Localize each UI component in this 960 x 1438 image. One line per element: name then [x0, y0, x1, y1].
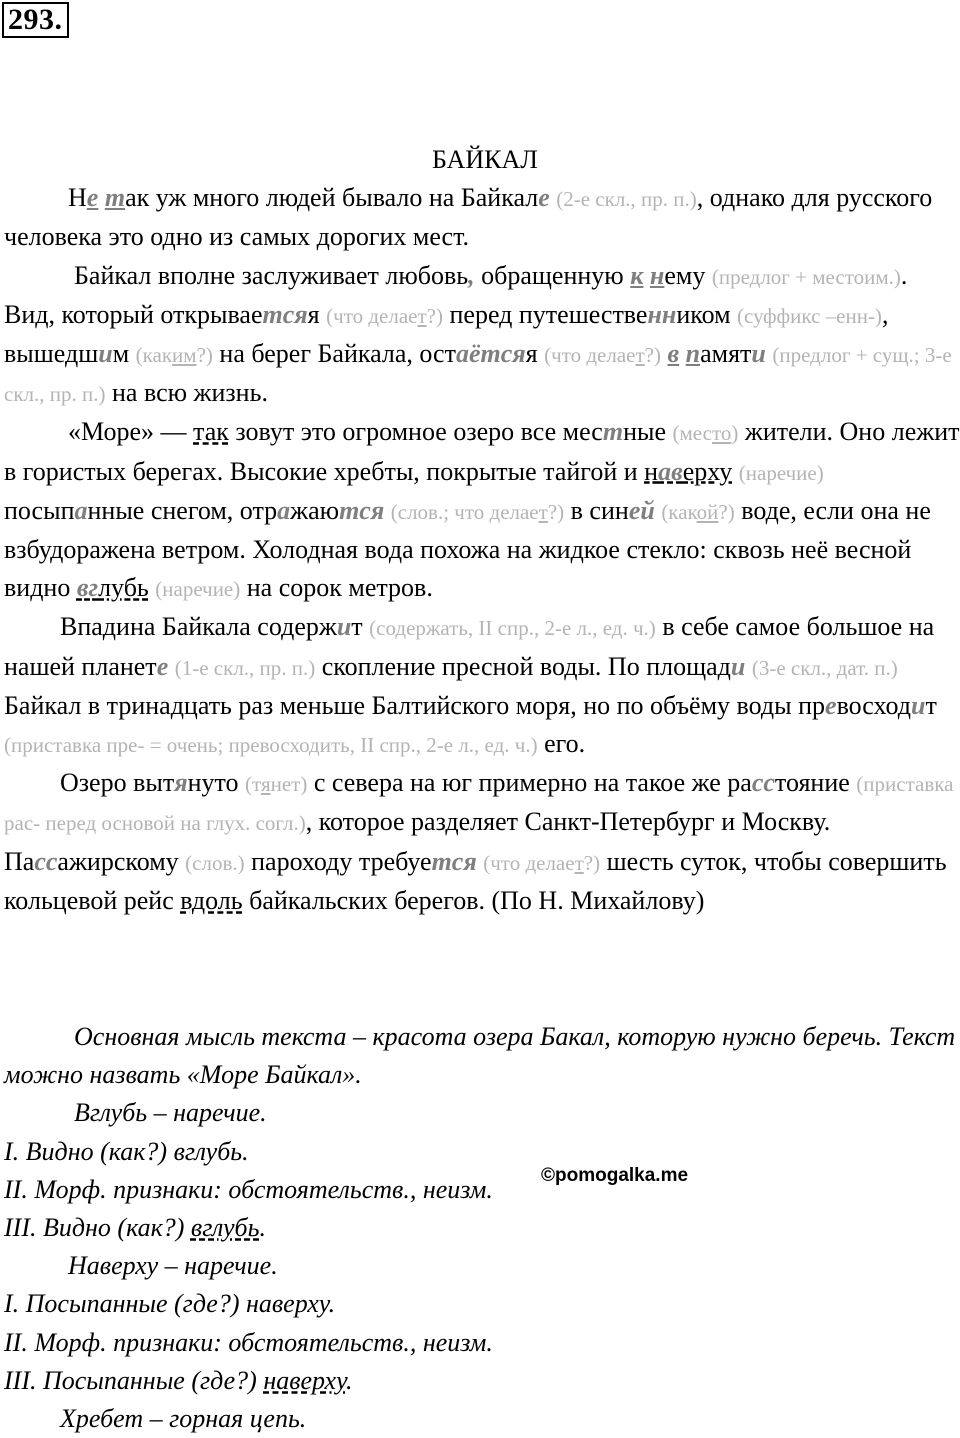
text-run: в себе самое большое на нашей планет	[4, 612, 935, 681]
highlight-letter: ,	[468, 260, 475, 290]
text-run: тояние	[774, 768, 857, 798]
text-run: на берег Байкала, ост	[212, 339, 456, 369]
text-run: III. Видно (как?)	[4, 1213, 191, 1243]
text-run: иком	[676, 299, 738, 329]
text-run: . Вид, который открывае	[4, 260, 908, 329]
exercise-text	[4, 141, 960, 920]
text-run: его.	[537, 729, 586, 759]
adverb-underlined	[77, 573, 149, 602]
text-run: ему	[664, 260, 712, 290]
grammar-note: (слов.)	[185, 850, 245, 875]
text-run: зовут это огромное озеро все мес	[228, 417, 603, 447]
analysis-line: II. Морф. признаки: обстоятельств., неизм.	[4, 1327, 493, 1357]
grammar-note	[391, 500, 564, 524]
analysis-line	[4, 1209, 960, 1247]
grammar-note: (наречие)	[738, 460, 824, 485]
highlight-letter: в	[667, 339, 680, 369]
analysis-line: Вглубь – наречие.	[74, 1098, 267, 1128]
text-run: перед путешестве	[443, 299, 648, 329]
adverb-underlined: наверху	[263, 1365, 346, 1395]
grammar-note	[544, 343, 661, 367]
text-run: т	[351, 612, 370, 642]
note-run: ?)	[196, 343, 213, 368]
highlight-letter: я	[174, 768, 188, 798]
text-run: Н	[68, 183, 87, 213]
highlight-letter: е	[156, 651, 169, 681]
grammar-note: (предлог + сущ.; 3-е скл., пр. п.)	[4, 343, 952, 407]
paragraph-4	[4, 608, 960, 764]
text-title: БАЙКАЛ	[432, 145, 538, 174]
highlight-letter: аё	[455, 339, 481, 369]
highlight-letter: н	[649, 260, 665, 290]
text-run: шесть суток, чтобы совершить кольцевой рейс	[4, 846, 947, 915]
highlight-letter: и	[336, 612, 352, 642]
paragraph-3	[4, 413, 960, 608]
highlight-letter: тся	[262, 299, 308, 329]
note-run: т	[417, 303, 427, 328]
text-run: лубь	[98, 573, 149, 603]
highlight-letter: тся	[480, 339, 526, 369]
note-run: ?)	[583, 850, 601, 875]
highlight-letter: ей	[628, 495, 655, 525]
highlight-letter: нн	[647, 299, 677, 329]
watermark: ©pomogalka.me	[541, 1165, 689, 1186]
highlight-letter: п	[685, 339, 701, 369]
text-run: Впадина Байкала содерж	[60, 612, 337, 642]
text-run: .	[345, 1365, 353, 1395]
exercise-number: 293.	[2, 2, 69, 38]
note-run: (что делае	[483, 850, 575, 875]
adverb-underlined: так	[193, 417, 229, 447]
note-run: т	[635, 343, 645, 368]
highlight-letter: а	[277, 495, 291, 525]
analysis-line	[4, 1362, 960, 1400]
note-run: ой	[696, 499, 719, 524]
note-run: т	[574, 850, 584, 875]
grammar-note: (предлог + местоим.)	[711, 264, 901, 289]
text-run: ные	[623, 417, 673, 447]
note-run: ?)	[547, 499, 565, 524]
text-run: ерху	[682, 456, 733, 486]
note-run: т	[538, 499, 548, 524]
highlight-letter: тся	[339, 495, 385, 525]
text-run: в син	[564, 495, 629, 525]
text-run: с севера на юг примерно на такое же ра	[307, 768, 752, 798]
note-run: ?)	[426, 303, 443, 328]
grammar-note	[136, 343, 213, 367]
note-run: (что делае	[326, 303, 418, 328]
text-run: я	[525, 339, 545, 369]
highlight-letter: и	[751, 339, 766, 369]
text-run: ак уж много людей бывало на Байкал	[125, 183, 539, 213]
text-run: я	[307, 299, 327, 329]
note-run: )	[731, 421, 739, 446]
highlight-letter: т	[602, 417, 624, 447]
paragraph-2	[4, 257, 960, 414]
analysis-line: I. Посыпанные (где?) наверху.	[4, 1289, 336, 1319]
highlight-letter: е	[86, 183, 99, 213]
note-run: (слов.; что делае	[390, 499, 539, 524]
highlight-letter: ав	[658, 456, 683, 486]
adverb-underlined	[644, 457, 732, 486]
paragraph-5	[4, 764, 960, 920]
text-run: на всю жизнь.	[105, 378, 268, 408]
text-run: нуто	[187, 768, 246, 798]
text-run: посып	[4, 495, 75, 525]
analysis-main-idea: Основная мысль текста – красота озера Бакал, которую нужно беречь. Текст можно назвать «Море Байкал».	[4, 1022, 956, 1090]
note-run: (что делае	[544, 343, 636, 368]
text-run: , которое разделяет Санкт-Петербург и Москву. Па	[4, 807, 831, 876]
text-run: ажирскому	[57, 846, 186, 876]
grammar-note	[661, 500, 734, 524]
text-run: скопление пресной воды. По площад	[315, 651, 731, 681]
highlight-letter: е	[825, 690, 837, 720]
grammar-note	[673, 421, 739, 445]
text-run: пароходу требуе	[244, 846, 432, 876]
note-run: я	[260, 772, 271, 797]
highlight-letter: и	[730, 651, 746, 681]
text-run: .	[259, 1213, 266, 1243]
analysis-block	[4, 1018, 960, 1438]
grammar-note	[483, 851, 600, 875]
paragraph-1	[4, 179, 960, 256]
highlight-letter: к	[630, 260, 644, 290]
analysis-line: I. Видно (как?) вглубь.	[4, 1136, 249, 1166]
text-run: т	[925, 690, 937, 720]
note-run: им	[172, 343, 197, 368]
adverb-underlined: вдоль	[180, 885, 243, 915]
note-run: (мес	[672, 421, 712, 446]
grammar-note	[245, 772, 307, 796]
text-run: «Море» —	[68, 417, 194, 447]
text-run: Байкал в тринадцать раз меньше Балтийского моря, но по объёму воды пр	[4, 690, 826, 720]
highlight-letter: сс	[34, 846, 58, 876]
grammar-note: (3-е скл., дат. п.)	[751, 655, 898, 680]
grammar-note: (2-е скл., пр. п.)	[556, 187, 697, 212]
text-run: Байкал вполне заслуживает любовь	[74, 260, 469, 290]
text-run: жители. Оно лежит в гористых берегах. Высокие хребты, покрытые тайгой и	[4, 417, 960, 486]
grammar-note: (суффикс –енн-)	[737, 303, 882, 328]
highlight-letter: т	[104, 183, 126, 213]
text-run: восход	[836, 690, 911, 720]
analysis-line: II. Морф. признаки: обстоятельств., неизм.	[4, 1174, 493, 1204]
text-run: III. Посыпанные (где?)	[4, 1365, 264, 1395]
grammar-note: (содержать, II спр., 2-е л., ед. ч.)	[369, 616, 656, 641]
text-run: жаю	[290, 495, 340, 525]
grammar-note: (1-е скл., пр. п.)	[174, 655, 316, 680]
highlight-letter: вг	[76, 573, 99, 603]
text-run: на сорок метров.	[240, 573, 433, 603]
text-run: , однако для русского человека это одно из самых дорогих мест.	[4, 183, 933, 252]
analysis-line: Хребет – горная цепь.	[60, 1404, 307, 1434]
text-run: , вышедш	[4, 299, 889, 369]
analysis-line: Наверху – наречие.	[68, 1251, 278, 1281]
highlight-letter: е	[538, 183, 550, 213]
text-run: байкальских берегов. (По Н. Михайлову)	[242, 885, 705, 915]
highlight-letter: тся	[431, 846, 477, 876]
text-run: обращенную	[474, 260, 631, 290]
grammar-note: (наречие)	[155, 577, 241, 602]
text-run: н	[644, 456, 659, 486]
highlight-letter: и	[98, 339, 113, 369]
note-run: (как	[135, 343, 173, 368]
grammar-note	[326, 304, 443, 328]
highlight-letter: а	[74, 495, 88, 525]
note-run: (как	[661, 499, 697, 524]
text-run: м	[112, 339, 136, 369]
text-run: нные снегом, отр	[87, 495, 278, 525]
note-run: (т	[245, 772, 261, 797]
note-run: то	[711, 421, 732, 446]
note-run: ?)	[644, 343, 661, 368]
highlight-letter: и	[911, 690, 926, 720]
text-run: амят	[700, 339, 752, 369]
note-run: нет)	[270, 772, 308, 797]
text-run: воде, если она не взбудоражена ветром. Холодная вода похожа на жидкое стекло: сквозь неё весной видно	[4, 495, 931, 603]
highlight-letter: сс	[751, 768, 775, 798]
note-run: ?)	[718, 499, 735, 524]
grammar-note: (приставка рас- перед основой на глух. согл.)	[4, 772, 954, 836]
grammar-note: (приставка пре- = очень; превосходить, II спр., 2-е л., ед. ч.)	[4, 733, 538, 758]
adverb-underlined: вглубь	[190, 1213, 260, 1243]
text-run: Озеро выт	[60, 768, 175, 798]
